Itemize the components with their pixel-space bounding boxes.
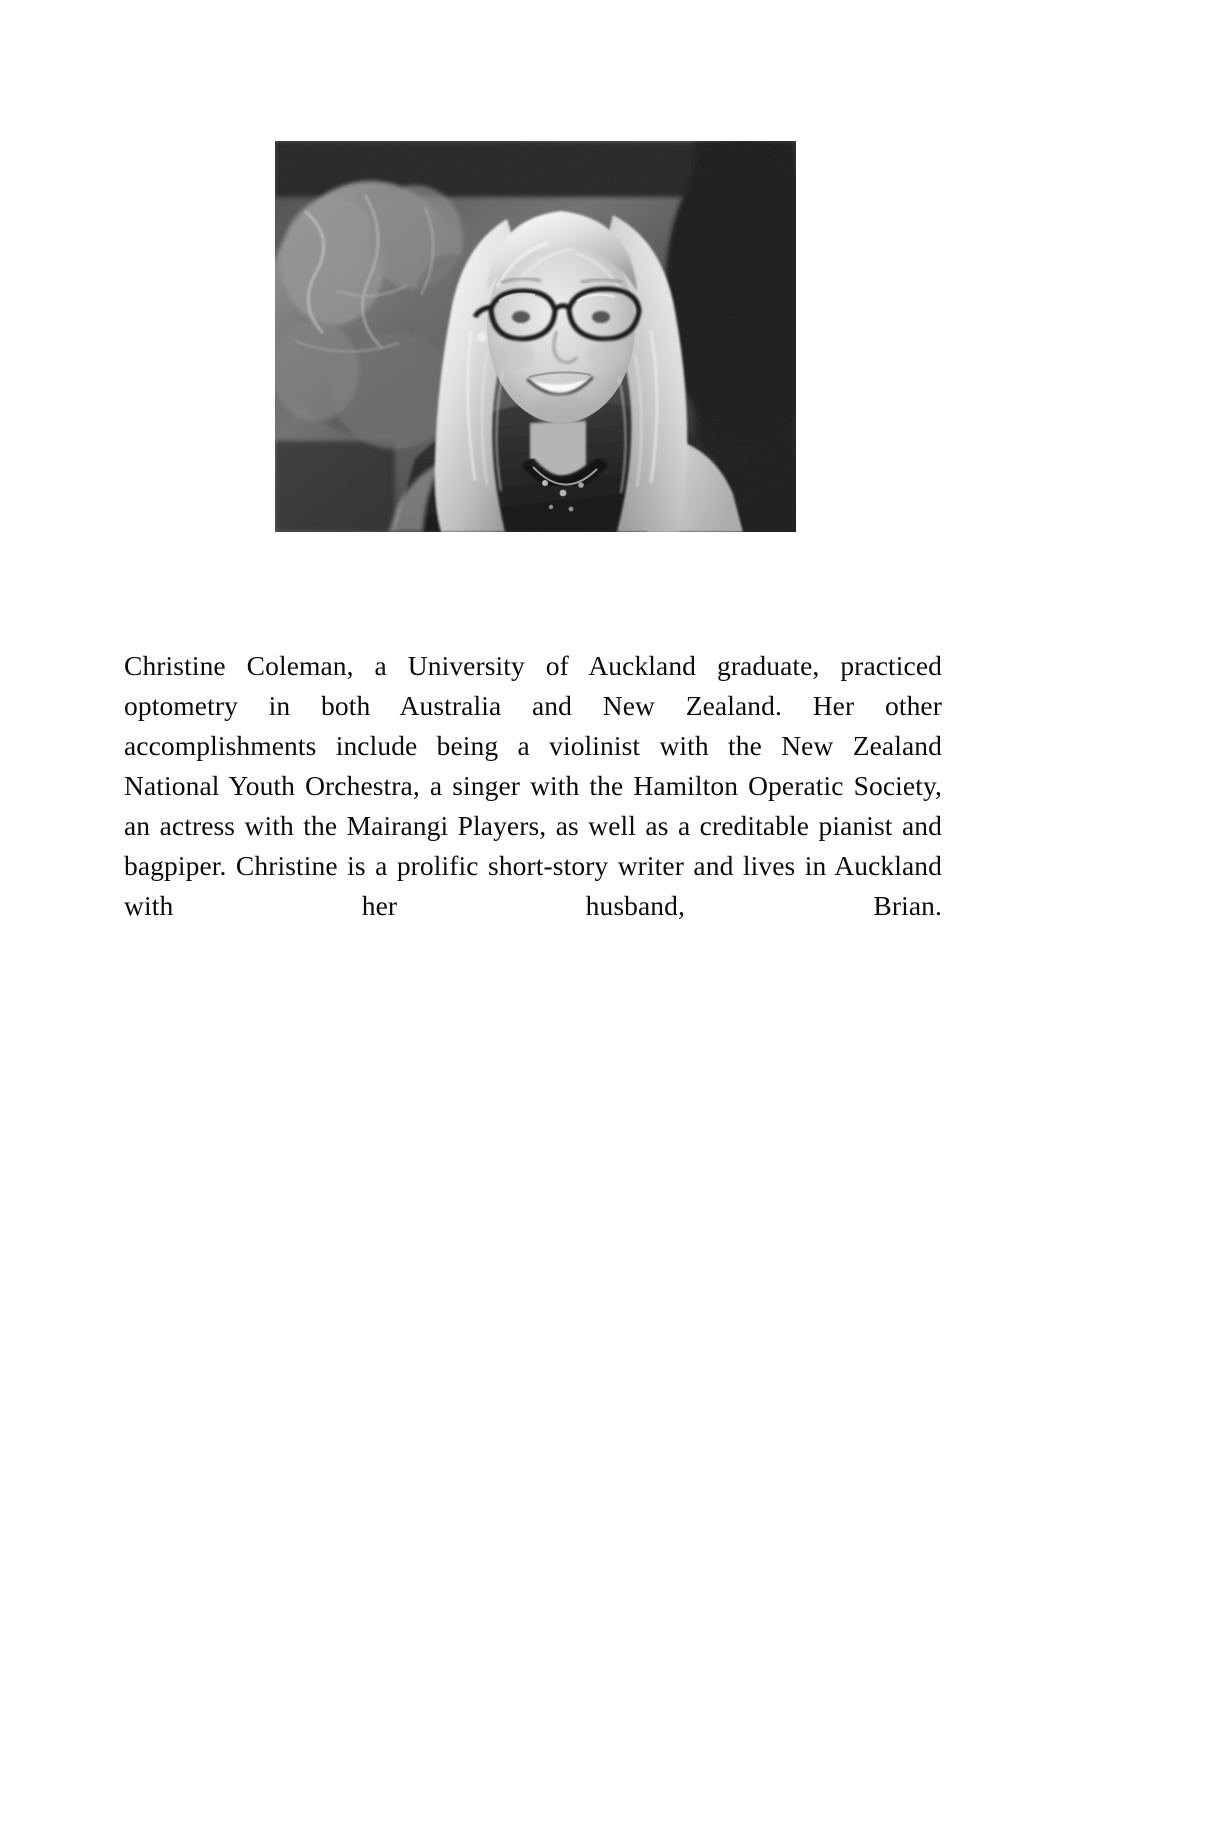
author-bio-paragraph: Christine Coleman, a University of Auckland graduate, practiced optometry in both Australia and New Zealand. Her other accomplishments include being a violinist with the New Zealand National Youth Orchestra, a singer with the Hamilton Operatic Society, an actress with the Mairangi Players, as well as a creditable pianist and bagpiper. Christine is a prolific short-story writer and lives in Auckland with her husband, Brian. <box>124 650 942 921</box>
author-bio-block <box>124 646 942 966</box>
author-portrait-image <box>275 141 796 532</box>
author-portrait-photo <box>275 141 796 532</box>
